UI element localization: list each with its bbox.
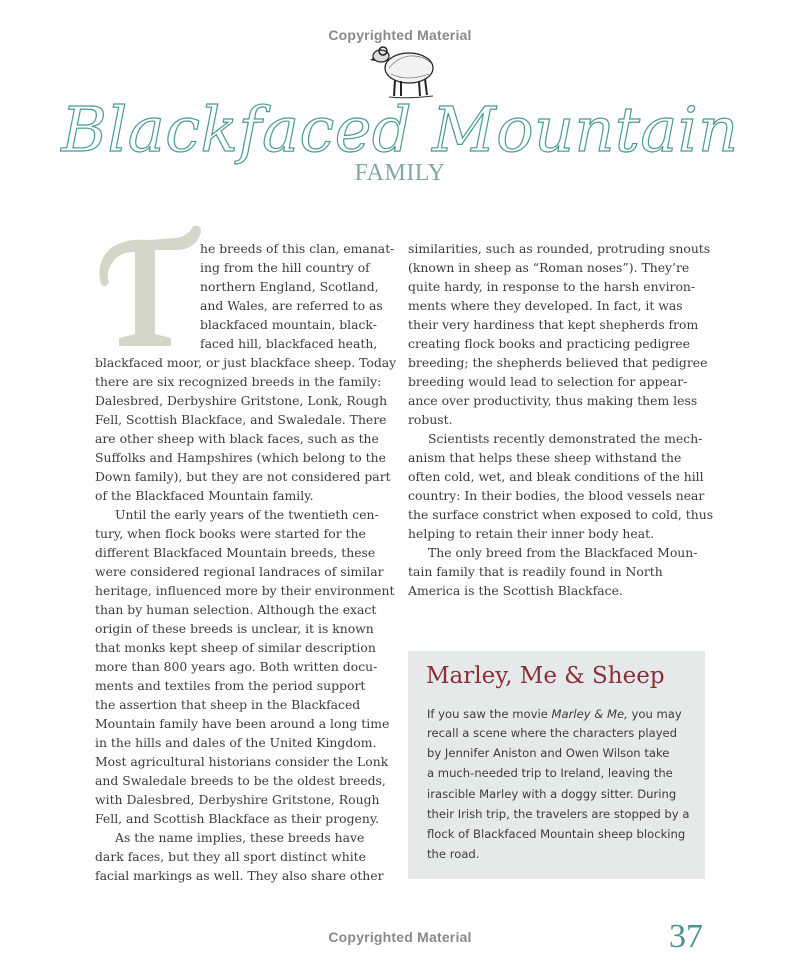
text-line: anism that helps these sheep withstand the [408,450,682,465]
text-line: facial markings as well. They also share other [95,868,384,883]
text-line: flock of Blackfaced Mountain sheep blocking [427,826,686,841]
sidebar-box [408,651,705,879]
text-line: Dalesbred, Derbyshire Gritstone, Lonk, Rough [95,393,388,408]
page-subtitle: FAMILY [354,160,446,186]
text-line: tain family that is readily found in North [408,564,663,579]
text-line: Down family), but they are not considered part [95,469,391,484]
text-line: ments and textiles from the period support [95,678,366,693]
left-column [95,239,397,885]
text-line: blackfaced moor, or just blackface sheep. Today [95,355,397,370]
text-line: quite hardy, in response to the harsh environ- [408,279,696,294]
text-line: The only breed from the Blackfaced Moun- [428,545,698,560]
sidebar-title: Marley, Me & Sheep [426,663,665,689]
text-line: different Blackfaced Mountain breeds, these [95,545,376,560]
text-line: in the hills and dales of the United Kingdom. [95,735,377,750]
page-title: Blackfaced Mountain [61,93,739,166]
copyright-watermark-bottom: Copyrighted Material [328,929,472,945]
text-line: breeding; the shepherds believed that pedigree [408,355,708,370]
sidebar-body [427,704,697,864]
sidebar-text: you may [627,707,682,721]
text-line: breeding would lead to selection for appear- [408,374,688,389]
text-line: dark faces, but they all sport distinct white [95,849,366,864]
text-line: their very hardiness that kept shepherds from [408,317,699,332]
text-line: the assertion that sheep in the Blackfaced [95,697,361,712]
text-line: a much-needed trip to Ireland, leaving the [427,766,673,781]
text-line: he breeds of this clan, emanat- [200,241,395,256]
text-line: by Jennifer Aniston and Owen Wilson take [427,746,670,761]
text-line: tury, when flock books were started for the [95,526,366,541]
text-line: than by human selection. Although the exact [95,602,377,617]
text-line: (known in sheep as “Roman noses”). They’re [408,260,690,275]
text-line: Fell, and Scottish Blackface as their progeny. [95,811,380,826]
text-line: northern England, Scotland, [200,279,379,294]
text-line: Suffolks and Hampshires (which belong to the [95,450,386,465]
movie-title: Marley & Me, [551,707,628,721]
text-line: with Dalesbred, Derbyshire Gritstone, Rough [95,792,380,807]
text-line: of the Blackfaced Mountain family. [95,488,314,503]
text-line: often cold, wet, and bleak conditions of the hill [408,469,704,484]
text-line: creating flock books and practicing pedigree [408,336,690,351]
text-line: their Irish trip, the travelers are stopped by a [427,806,690,821]
text-line: ments where they developed. In fact, it was [408,298,683,313]
copyright-watermark-top: Copyrighted Material [328,27,472,43]
text-line: As the name implies, these breeds have [115,830,365,845]
text-line: and Swaledale breeds to be the oldest breeds, [95,773,386,788]
text-line: there are six recognized breeds in the family: [95,374,382,389]
text-line: Mountain family have been around a long time [95,716,390,731]
sidebar-text: If you saw the movie [427,707,552,721]
text-line: and Wales, are referred to as [200,298,383,313]
text-line: the surface constrict when exposed to cold, thus [408,507,714,522]
text-line: the road. [427,847,480,862]
text-line: Most agricultural historians consider the Lonk [95,754,389,769]
text-line: ing from the hill country of [200,260,370,275]
text-line: that monks kept sheep of similar description [95,640,376,655]
text-line: are other sheep with black faces, such as the [95,431,379,446]
text-line: recall a scene where the characters played [427,726,678,740]
right-column [408,239,714,600]
sidebar-line [427,704,697,723]
text-line: faced hill, blackfaced heath, [200,336,378,351]
text-line: America is the Scottish Blackface. [408,583,623,598]
page-number: 37 [669,918,703,955]
text-line: Until the early years of the twentieth cen- [115,507,379,522]
text-line: were considered regional landraces of similar [95,564,384,579]
text-line: similarities, such as rounded, protruding snouts [408,241,711,256]
text-line: helping to retain their inner body heat. [408,526,655,541]
text-line: Fell, Scottish Blackface, and Swaledale. There [95,412,387,427]
text-line: blackfaced mountain, black- [200,317,377,332]
text-line: more than 800 years ago. Both written docu- [95,659,378,674]
text-line: heritage, influenced more by their environment [95,583,395,598]
text-line: country: In their bodies, the blood vessels near [408,488,705,503]
text-line: origin of these breeds is unclear, it is known [95,621,374,636]
text-line: ance over productivity, thus making them less [408,393,698,408]
text-line: irascible Marley with a doggy sitter. During [427,786,677,801]
text-line: robust. [408,412,453,427]
text-line: Scientists recently demonstrated the mech- [428,431,703,446]
